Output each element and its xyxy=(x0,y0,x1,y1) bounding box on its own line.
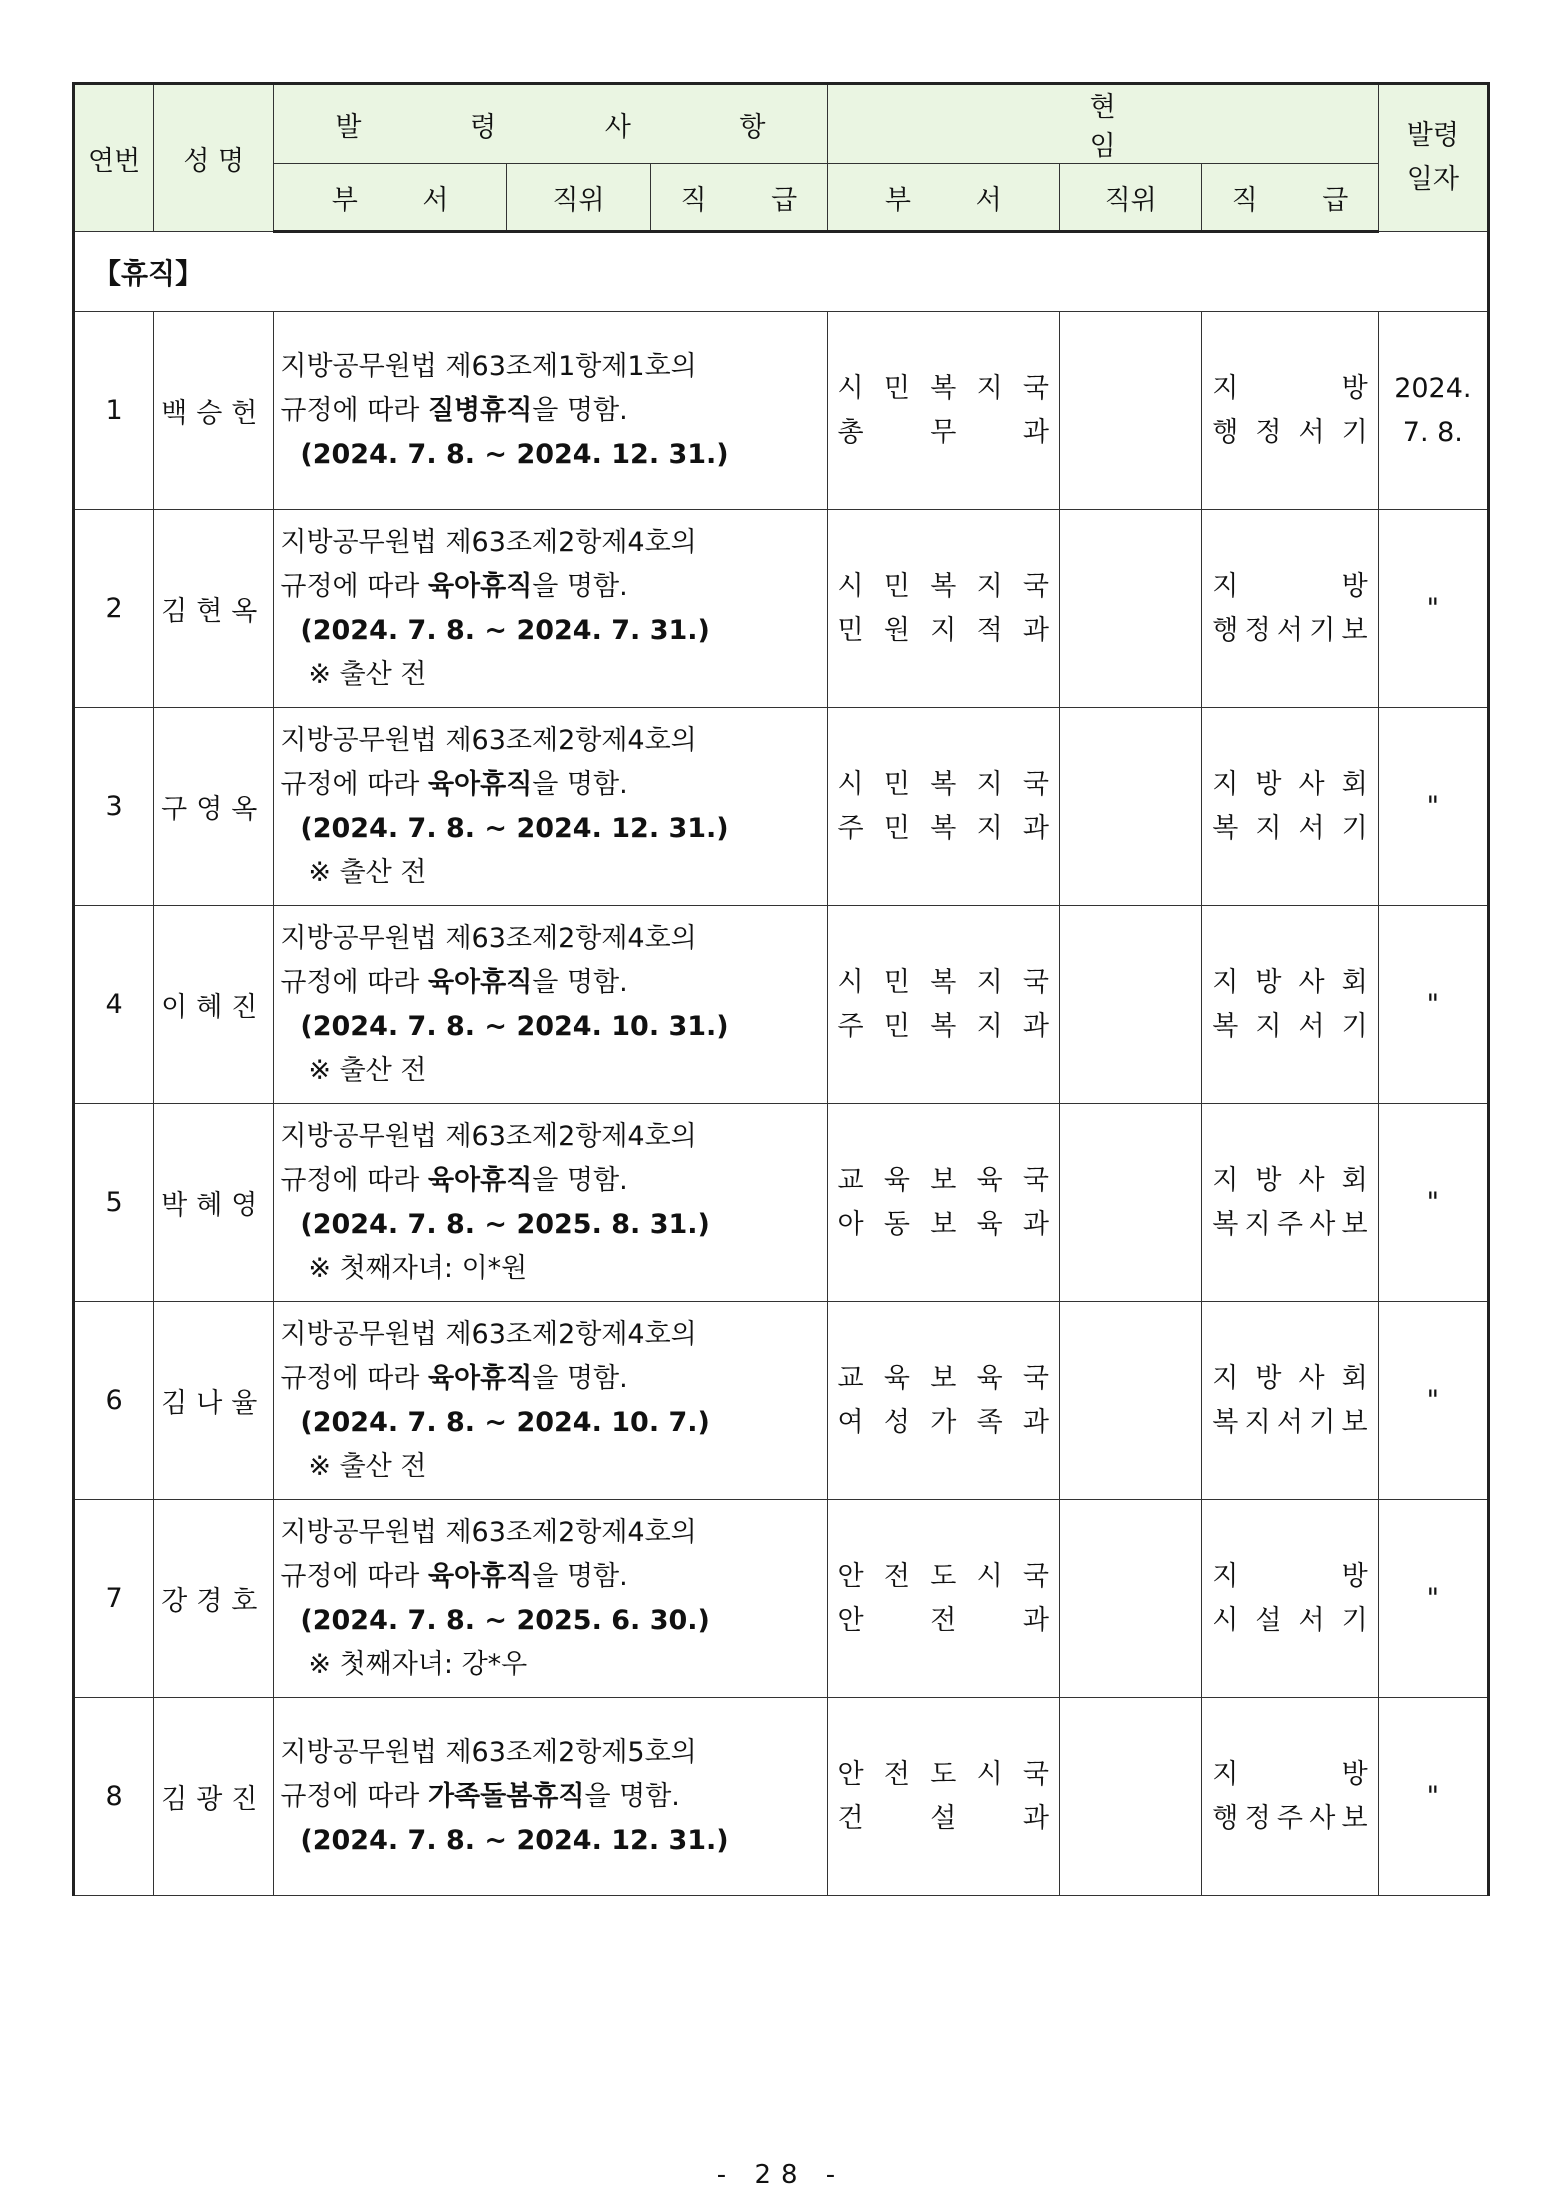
dept-division: 주 민 복 지 과 xyxy=(837,812,1050,844)
row-number: 4 xyxy=(74,906,154,1104)
table-row xyxy=(74,906,1489,1104)
grade-line-1: 지 방 사 회 xyxy=(1212,768,1368,800)
order-post: 을 명함. xyxy=(532,394,628,426)
current-grade xyxy=(1202,1302,1378,1500)
order-description xyxy=(274,312,827,510)
dept-division: 민 원 지 적 과 xyxy=(837,614,1050,646)
order-law: 지방공무원법 제63조제1항제1호의 xyxy=(280,350,697,382)
current-dept xyxy=(827,1104,1059,1302)
dept-division: 여 성 가 족 과 xyxy=(837,1406,1050,1438)
leave-note: ※ 첫째자녀: 강*우 xyxy=(308,1648,528,1680)
order-date: " xyxy=(1378,1698,1488,1896)
header-seq: 연번 xyxy=(74,84,154,232)
leave-period: (2024. 7. 8. ~ 2024. 12. 31.) xyxy=(300,812,729,844)
employee-name: 김현옥 xyxy=(154,510,274,708)
row-number: 5 xyxy=(74,1104,154,1302)
grade-line-2: 행 정 주 사 보 xyxy=(1212,1802,1368,1834)
order-pre: 규정에 따라 xyxy=(280,394,428,426)
current-position xyxy=(1060,312,1202,510)
order-description xyxy=(274,708,827,906)
leave-type: 육아휴직 xyxy=(427,768,533,800)
order-description xyxy=(274,1104,827,1302)
grade-line-1: 지 방 사 회 xyxy=(1212,966,1368,998)
order-law: 지방공무원법 제63조제2항제4호의 xyxy=(280,1120,697,1152)
employee-name: 김나율 xyxy=(154,1302,274,1500)
header-date: 발령 일자 xyxy=(1378,84,1488,232)
employee-name: 박혜영 xyxy=(154,1104,274,1302)
leave-type: 육아휴직 xyxy=(427,1560,533,1592)
row-number: 1 xyxy=(74,312,154,510)
order-post: 을 명함. xyxy=(532,570,628,602)
table-row xyxy=(74,1500,1489,1698)
order-pre: 규정에 따라 xyxy=(280,1362,428,1394)
employee-name: 강경호 xyxy=(154,1500,274,1698)
table-row xyxy=(74,708,1489,906)
current-dept xyxy=(827,510,1059,708)
order-pre: 규정에 따라 xyxy=(280,1164,428,1196)
employee-name: 백승헌 xyxy=(154,312,274,510)
grade-line-2: 복 지 서 기 xyxy=(1212,812,1368,844)
header-order-grade: 직 급 xyxy=(651,164,827,232)
order-law: 지방공무원법 제63조제2항제4호의 xyxy=(280,1516,697,1548)
order-post: 을 명함. xyxy=(532,1560,628,1592)
order-post: 을 명함. xyxy=(532,1362,628,1394)
leave-type: 육아휴직 xyxy=(427,570,533,602)
employee-name: 김광진 xyxy=(154,1698,274,1896)
dept-bureau: 시 민 복 지 국 xyxy=(837,768,1050,800)
row-number: 2 xyxy=(74,510,154,708)
current-dept xyxy=(827,906,1059,1104)
order-law: 지방공무원법 제63조제2항제4호의 xyxy=(280,922,697,954)
header-current-dept: 부 서 xyxy=(827,164,1059,232)
leave-period: (2024. 7. 8. ~ 2025. 6. 30.) xyxy=(300,1604,710,1636)
personnel-orders-table xyxy=(72,82,1490,1896)
current-position xyxy=(1060,1104,1202,1302)
order-date: " xyxy=(1378,708,1488,906)
order-law: 지방공무원법 제63조제2항제4호의 xyxy=(280,724,697,756)
order-pre: 규정에 따라 xyxy=(280,1560,428,1592)
dept-division: 주 민 복 지 과 xyxy=(837,1010,1050,1042)
leave-note: ※ 출산 전 xyxy=(308,1450,427,1482)
header-current-group: 현 임 xyxy=(827,84,1378,164)
order-date: 2024. 7. 8. xyxy=(1378,312,1488,510)
current-position xyxy=(1060,1302,1202,1500)
dept-bureau: 시 민 복 지 국 xyxy=(837,966,1050,998)
current-grade xyxy=(1202,906,1378,1104)
order-law: 지방공무원법 제63조제2항제4호의 xyxy=(280,526,697,558)
order-pre: 규정에 따라 xyxy=(280,570,428,602)
dept-bureau: 안 전 도 시 국 xyxy=(837,1758,1050,1790)
current-grade xyxy=(1202,312,1378,510)
row-number: 3 xyxy=(74,708,154,906)
current-dept xyxy=(827,1500,1059,1698)
table-row xyxy=(74,1104,1489,1302)
row-number: 7 xyxy=(74,1500,154,1698)
leave-type: 질병휴직 xyxy=(427,394,533,426)
order-description xyxy=(274,1698,827,1896)
order-date: " xyxy=(1378,1104,1488,1302)
order-pre: 규정에 따라 xyxy=(280,768,428,800)
table-row xyxy=(74,510,1489,708)
grade-line-2: 시 설 서 기 xyxy=(1212,1604,1368,1636)
leave-note: ※ 출산 전 xyxy=(308,658,427,690)
grade-line-2: 복 지 서 기 xyxy=(1212,1010,1368,1042)
leave-period: (2024. 7. 8. ~ 2024. 7. 31.) xyxy=(300,614,710,646)
order-date: " xyxy=(1378,1500,1488,1698)
current-dept xyxy=(827,1302,1059,1500)
grade-line-1: 지 방 xyxy=(1212,372,1368,404)
leave-period: (2024. 7. 8. ~ 2024. 10. 31.) xyxy=(300,1010,729,1042)
current-dept xyxy=(827,312,1059,510)
section-label: 【휴직】 xyxy=(74,232,1489,312)
order-post: 을 명함. xyxy=(584,1780,680,1812)
dept-division: 건 설 과 xyxy=(837,1802,1050,1834)
table-row xyxy=(74,1302,1489,1500)
leave-period: (2024. 7. 8. ~ 2024. 12. 31.) xyxy=(300,438,729,470)
grade-line-1: 지 방 xyxy=(1212,1560,1368,1592)
header-name: 성 명 xyxy=(154,84,274,232)
order-pre: 규정에 따라 xyxy=(280,1780,428,1812)
order-description xyxy=(274,1500,827,1698)
current-grade xyxy=(1202,708,1378,906)
current-position xyxy=(1060,1698,1202,1896)
dept-bureau: 안 전 도 시 국 xyxy=(837,1560,1050,1592)
leave-note: ※ 출산 전 xyxy=(308,856,427,888)
grade-line-1: 지 방 xyxy=(1212,570,1368,602)
header-order-position: 직위 xyxy=(506,164,650,232)
row-number: 6 xyxy=(74,1302,154,1500)
leave-type: 육아휴직 xyxy=(427,966,533,998)
current-position xyxy=(1060,708,1202,906)
dept-bureau: 시 민 복 지 국 xyxy=(837,372,1050,404)
order-post: 을 명함. xyxy=(532,1164,628,1196)
current-dept xyxy=(827,1698,1059,1896)
order-post: 을 명함. xyxy=(532,966,628,998)
dept-division: 총 무 과 xyxy=(837,416,1050,448)
current-position xyxy=(1060,906,1202,1104)
grade-line-1: 지 방 사 회 xyxy=(1212,1164,1368,1196)
header-order-dept: 부 서 xyxy=(274,164,506,232)
current-grade xyxy=(1202,510,1378,708)
leave-note: ※ 첫째자녀: 이*원 xyxy=(308,1252,528,1284)
order-description xyxy=(274,906,827,1104)
leave-period: (2024. 7. 8. ~ 2025. 8. 31.) xyxy=(300,1208,710,1240)
dept-division: 아 동 보 육 과 xyxy=(837,1208,1050,1240)
leave-note: ※ 출산 전 xyxy=(308,1054,427,1086)
current-grade xyxy=(1202,1500,1378,1698)
dept-bureau: 시 민 복 지 국 xyxy=(837,570,1050,602)
employee-name: 구영옥 xyxy=(154,708,274,906)
row-number: 8 xyxy=(74,1698,154,1896)
page-number: - 28 - xyxy=(716,2160,846,2190)
employee-name: 이혜진 xyxy=(154,906,274,1104)
order-date: " xyxy=(1378,1302,1488,1500)
leave-type: 육아휴직 xyxy=(427,1362,533,1394)
order-law: 지방공무원법 제63조제2항제5호의 xyxy=(280,1736,697,1768)
order-description xyxy=(274,1302,827,1500)
leave-type: 가족돌봄휴직 xyxy=(427,1780,585,1812)
table-row xyxy=(74,312,1489,510)
grade-line-1: 지 방 사 회 xyxy=(1212,1362,1368,1394)
current-grade xyxy=(1202,1698,1378,1896)
grade-line-2: 행 정 서 기 보 xyxy=(1212,614,1368,646)
dept-bureau: 교 육 보 육 국 xyxy=(837,1362,1050,1394)
leave-type: 육아휴직 xyxy=(427,1164,533,1196)
current-grade xyxy=(1202,1104,1378,1302)
order-description xyxy=(274,510,827,708)
header-current-grade: 직 급 xyxy=(1202,164,1378,232)
grade-line-2: 복 지 주 사 보 xyxy=(1212,1208,1368,1240)
grade-line-2: 복 지 서 기 보 xyxy=(1212,1406,1368,1438)
current-dept xyxy=(827,708,1059,906)
header-current-position: 직위 xyxy=(1060,164,1202,232)
leave-period: (2024. 7. 8. ~ 2024. 12. 31.) xyxy=(300,1824,729,1856)
dept-division: 안 전 과 xyxy=(837,1604,1050,1636)
grade-line-1: 지 방 xyxy=(1212,1758,1368,1790)
order-date: " xyxy=(1378,906,1488,1104)
dept-bureau: 교 육 보 육 국 xyxy=(837,1164,1050,1196)
table-row xyxy=(74,1698,1489,1896)
order-date: " xyxy=(1378,510,1488,708)
header-order-group: 발 령 사 항 xyxy=(274,84,827,164)
order-pre: 규정에 따라 xyxy=(280,966,428,998)
grade-line-2: 행 정 서 기 xyxy=(1212,416,1368,448)
current-position xyxy=(1060,510,1202,708)
current-position xyxy=(1060,1500,1202,1698)
order-law: 지방공무원법 제63조제2항제4호의 xyxy=(280,1318,697,1350)
leave-period: (2024. 7. 8. ~ 2024. 10. 7.) xyxy=(300,1406,710,1438)
order-post: 을 명함. xyxy=(532,768,628,800)
